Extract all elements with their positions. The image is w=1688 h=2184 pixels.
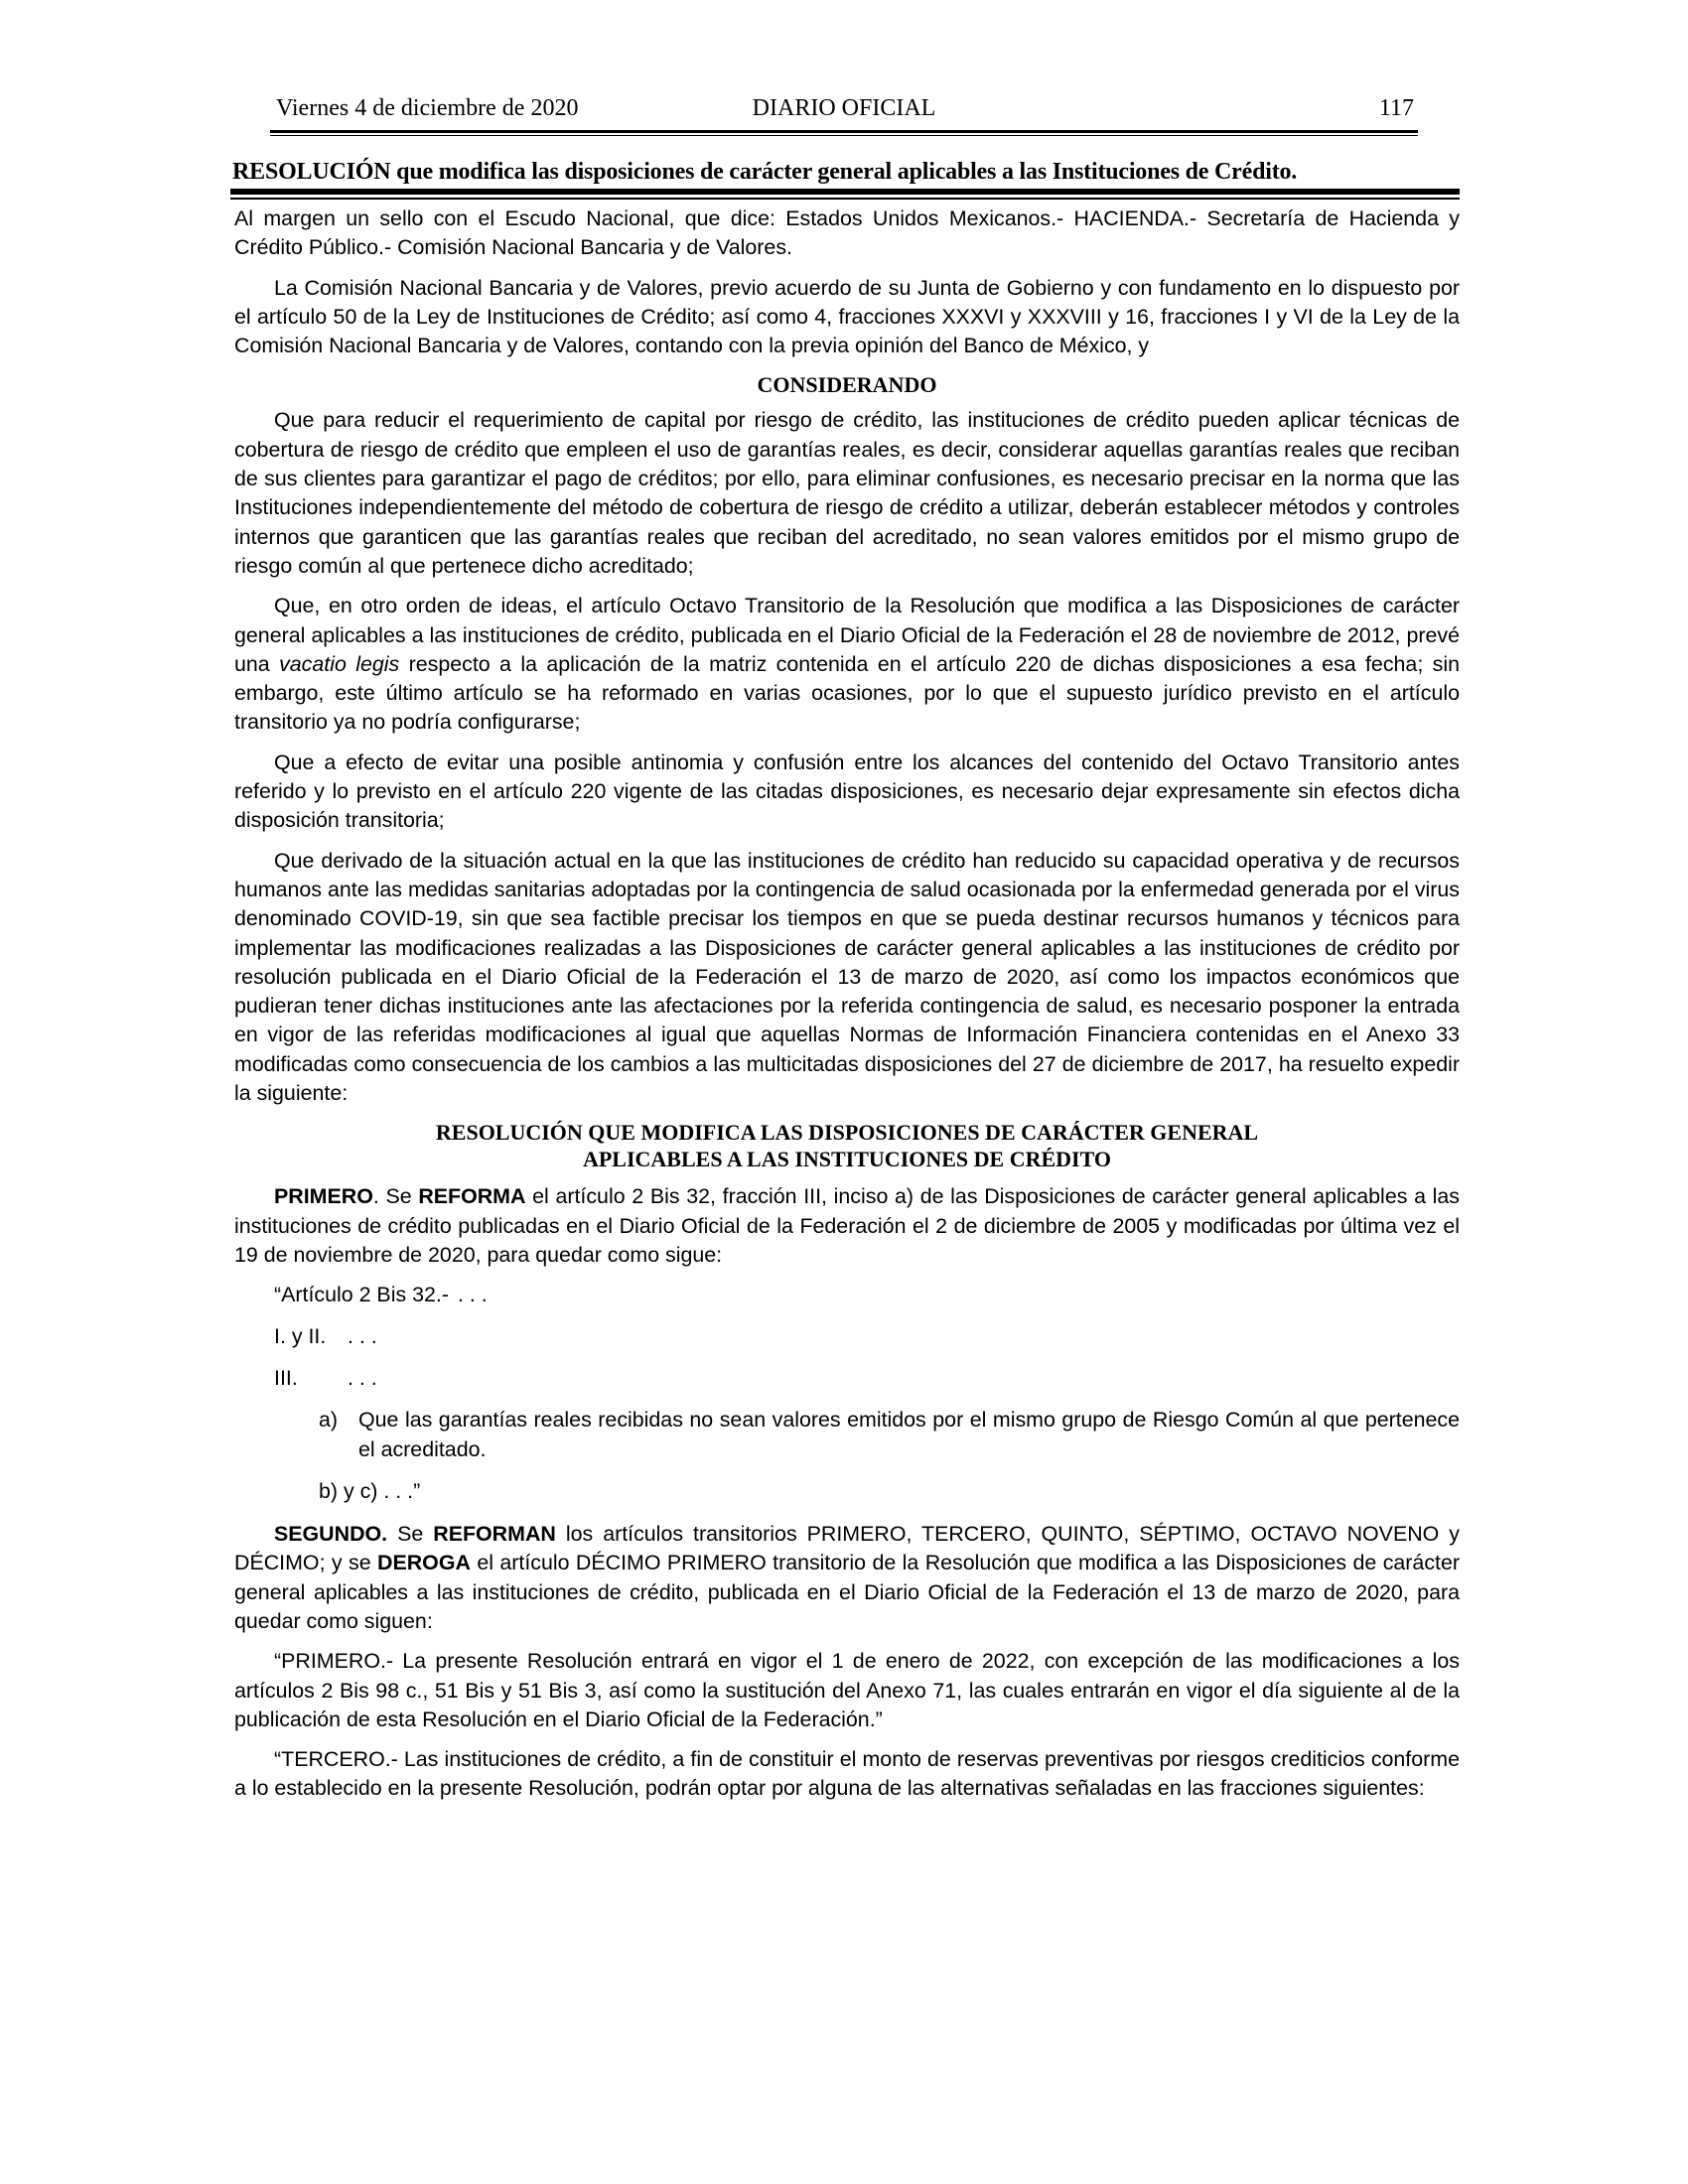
inciso-b-c: b) y c) . . .” — [319, 1478, 421, 1503]
article-segundo — [234, 1520, 1460, 1636]
document-body — [234, 205, 1460, 1815]
resolution-heading-line-1: RESOLUCIÓN QUE MODIFICA LAS DISPOSICIONES DE CARÁCTER GENERAL — [435, 1120, 1259, 1146]
fraccion-iii-row — [234, 1364, 1460, 1393]
document-title: RESOLUCIÓN que modifica las disposiciones de carácter general aplicables a las Instituciones de Crédito. — [232, 159, 1298, 185]
article-verb: REFORMA — [418, 1184, 526, 1209]
inciso-label: a) — [319, 1408, 339, 1433]
paragraph-text: Que, en otro orden de ideas, el artículo Octavo Transitorio de la Resolución que modifica a las Disposiciones de carácter general aplicables a las instituciones de crédito, publicada en el Diario Oficial de la Federación el 28 de noviembre de 2012, prevé una — [234, 594, 1460, 676]
considerando-paragraph-3: Que a efecto de evitar una posible antinomia y confusión entre los alcances del contenido del Octavo Transitorio antes referido y lo previsto en el artículo 220 vigente de las citadas disposiciones, es necesario dejar expresamente sin efectos dicha disposición transitoria; — [234, 750, 1460, 833]
considerando-paragraph-1: Que para reducir el requerimiento de capital por riesgo de crédito, las instituciones de crédito pueden aplicar técnicas de cobertura de riesgo de crédito que empleen el uso de garantías reales, es decir, considerar aquellas garantías reales que reciban de sus clientes para garantizar el pago de créditos; por ello, para eliminar confusiones, es necesario precisar en la norma que las Instituciones independientemente del método de cobertura de riesgo de crédito a utilizar, deberán establecer métodos y controles internos que garanticen que las garantías reales que reciban del acreditado, no sean valores emitidos por el mismo grupo de riesgo común al que pertenece dicho acreditado; — [234, 408, 1460, 578]
paragraph-text: . Se — [372, 1184, 419, 1209]
article-label: SEGUNDO. — [274, 1522, 388, 1547]
paragraph-text: el artículo 2 Bis 32, fracción III, inciso a) de las Disposiciones de carácter general aplicables a las instituciones de crédito publicadas en el Diario Oficial de la Federación el 2 de diciembre de 2005 y modificadas por última vez el 19 de noviembre de 2020, para quedar como sigue: — [234, 1184, 1460, 1267]
fraccion-i-ii-row — [234, 1322, 1460, 1351]
considerando-paragraph-4: Que derivado de la situación actual en la que las instituciones de crédito han reducido su capacidad operativa y de recursos humanos ante las medidas sanitarias adoptadas por la contingencia de salud ocasionada por la enfermedad generada por el virus denominado COVID-19, sin que sea factible precisar los tiempos en que se pueda destinar recursos humanos y técnicos para implementar las modificaciones realizadas a las Disposiciones de carácter general aplicables a las instituciones de crédito por resolución publicada en el Diario Oficial de la Federación el 13 de marzo de 2020, así como los impactos económicos que pudieran tener dichas instituciones ante las afectaciones por la referida contingencia de salud, es necesario posponer la entrada en vigor de las referidas modificaciones al igual que aquellas Normas de Información Financiera contenidas en el Anexo 33 modificadas como consecuencia de los cambios a las multicitadas disposiciones del 27 de diciembre de 2017, ha resuelto expedir la siguiente: — [234, 848, 1460, 1106]
ellipsis: . . . — [458, 1283, 488, 1307]
title-rule — [230, 189, 1460, 195]
header-rule-thin — [270, 135, 1418, 136]
considerando-heading: CONSIDERANDO — [757, 372, 937, 398]
header-date: Viernes 4 de diciembre de 2020 — [276, 95, 579, 121]
preamble: La Comisión Nacional Bancaria y de Valores, previo acuerdo de su Junta de Gobierno y con fundamento en lo dispuesto por el artículo 50 de la Ley de Instituciones de Crédito; así como 4, fracciones XXXVI y XXXVIII y 16, fracciones I y VI de la Ley de la Comisión Nacional Bancaria y de Valores, contando con la previa opinión del Banco de México, y — [234, 275, 1460, 358]
resolution-heading-line-2: APLICABLES A LAS INSTITUCIONES DE CRÉDITO — [582, 1147, 1112, 1172]
inciso-text: Que las garantías reales recibidas no sean valores emitidos por el mismo grupo de Riesgo Común al que pertenece el acreditado. — [358, 1408, 1460, 1461]
ellipsis: . . . — [348, 1324, 377, 1349]
header-rule — [270, 130, 1418, 133]
transitorio-primero: “PRIMERO.- La presente Resolución entrará en vigor el 1 de enero de 2022, con excepción de las modificaciones a los artículos 2 Bis 98 c., 51 Bis y 51 Bis 3, así como la sustitución del Anexo 71, las cuales entrarán en vigor el día siguiente al de la publicación de esta Resolución en el Diario Oficial de la Federación.” — [234, 1649, 1460, 1731]
article-verb: REFORMAN — [433, 1522, 556, 1547]
paragraph-text: respecto a la aplicación de la matriz contenida en el artículo 220 de dichas disposiciones a esa fecha; sin embargo, este último artículo se ha reformado en varias ocasiones, por lo que el supuesto jurídico previsto en el artículo transitorio ya no podría configurarse; — [234, 651, 1460, 735]
paragraph-text: el artículo DÉCIMO PRIMERO transitorio de la Resolución que modifica a las Disposiciones de carácter general aplicables a las instituciones de crédito, publicada en el Diario Oficial de la Federación el 13 de marzo de 2020, para quedar como siguen: — [234, 1551, 1460, 1633]
ellipsis: . . . — [348, 1366, 377, 1391]
fraccion-label: III. — [274, 1366, 298, 1391]
considerando-paragraph-2 — [234, 592, 1460, 737]
resolution-heading — [234, 1119, 1460, 1172]
transitorio-tercero: “TERCERO.- Las instituciones de crédito, a fin de constituir el monto de reservas preventivas por riesgos crediticios conforme a lo establecido en la presente Resolución, podrán optar por alguna de las alternativas señaladas en las fracciones siguientes: — [234, 1747, 1460, 1801]
fraccion-label: I. y II. — [274, 1324, 327, 1349]
header-publication: DIARIO OFICIAL — [752, 95, 936, 121]
paragraph-text: los artículos transitorios PRIMERO, TERCERO, QUINTO, SÉPTIMO, OCTAVO NOVENO y DÉCIMO; y se — [234, 1522, 1460, 1575]
title-rule-thin — [230, 198, 1460, 200]
articulo-heading-row — [234, 1281, 1460, 1309]
paragraph-text: Se — [387, 1522, 434, 1547]
header-page-number: 117 — [1378, 95, 1414, 121]
article-verb: DEROGA — [377, 1551, 471, 1575]
seal-note: Al margen un sello con el Escudo Nacional, que dice: Estados Unidos Mexicanos.- HACIENDA.- Secretaría de Hacienda y Crédito Público.- Comisión Nacional Bancaria y de Valores. — [234, 206, 1460, 260]
inciso-a — [234, 1406, 1460, 1464]
running-header — [270, 95, 1418, 135]
article-label: PRIMERO — [274, 1184, 373, 1209]
article-primero — [234, 1182, 1460, 1270]
italic-term: vacatio legis — [279, 651, 400, 676]
articulo-heading: “Artículo 2 Bis 32.- — [274, 1283, 449, 1307]
